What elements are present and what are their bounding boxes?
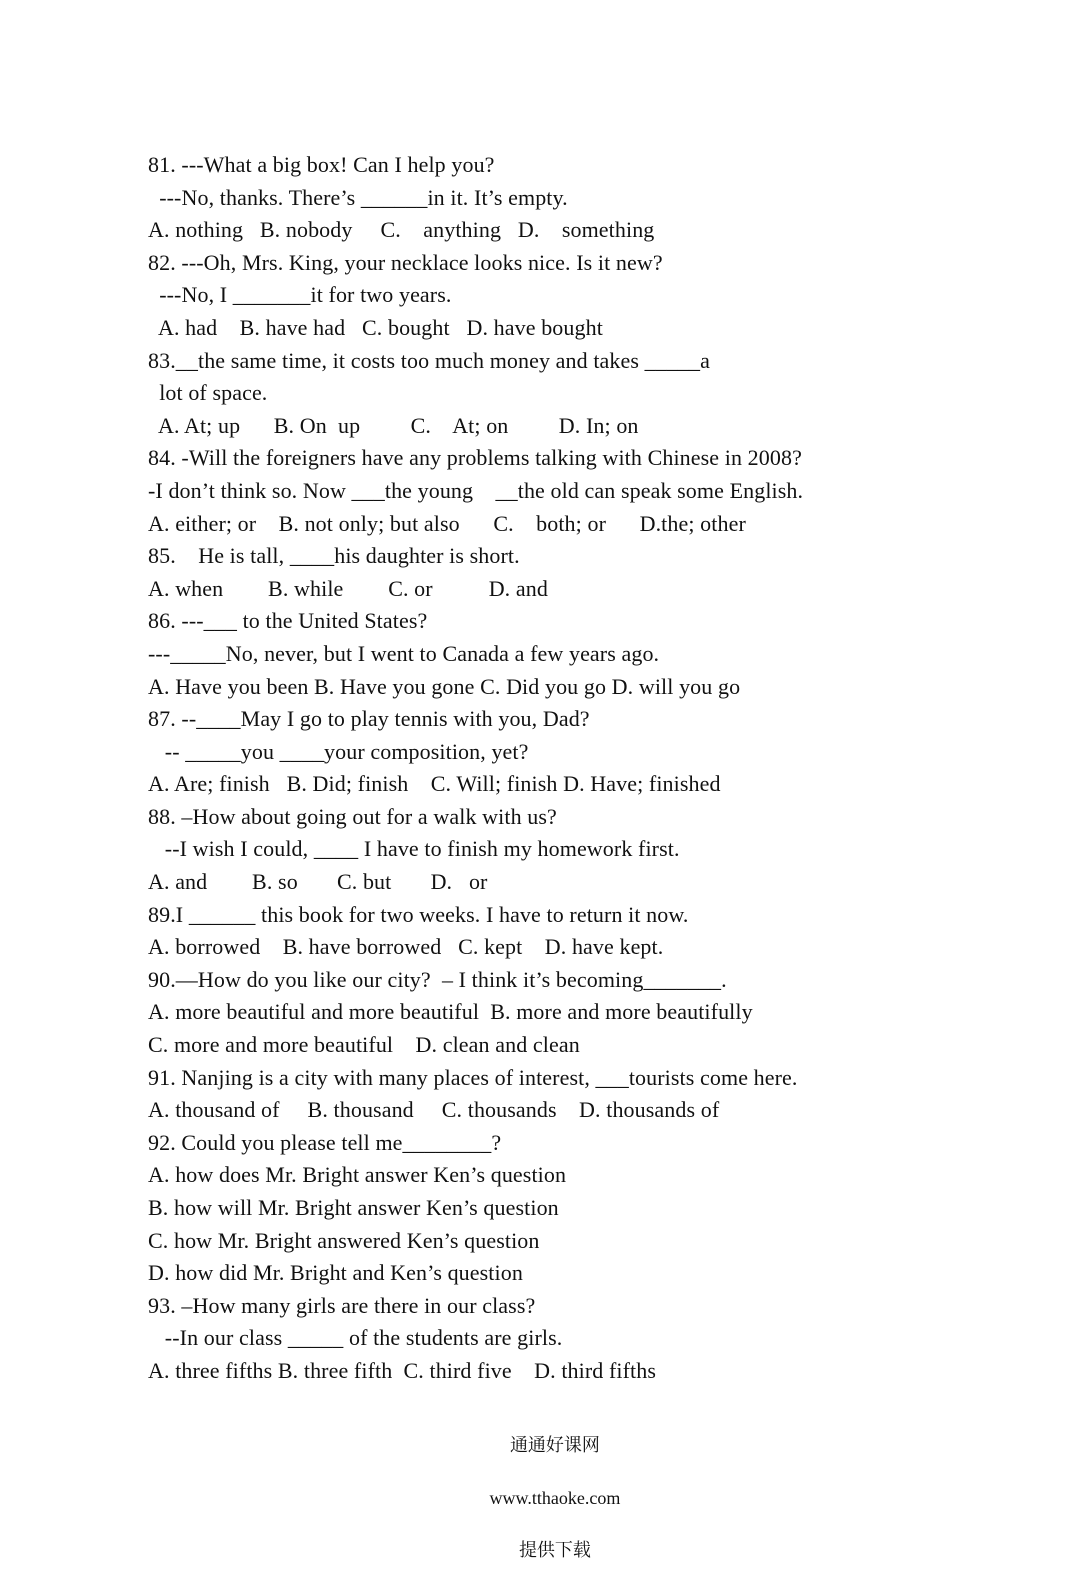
footer-site-name: 通通好课网	[509, 1435, 600, 1456]
text-line: A. how does Mr. Bright answer Ken’s question	[148, 1162, 567, 1188]
text-line: C. more and more beautiful D. clean and clean	[148, 1032, 580, 1058]
text-line: A. had B. have had C. bought D. have bought	[148, 314, 603, 340]
text-line: A. when B. while C. or D. and	[148, 575, 548, 601]
text-line: ---No, thanks. There’s ______in it. It’s empty.	[148, 184, 568, 210]
footer-url[interactable]: www.tthaoke.com	[489, 1488, 621, 1508]
text-line: A. At; up B. On up C. At; on D. In; on	[148, 412, 639, 438]
text-line: -- _____you ____your composition, yet?	[148, 738, 529, 764]
text-line: 87. --____May I go to play tennis with you, Dad?	[148, 706, 590, 732]
text-line: A. more beautiful and more beautiful B. more and more beautifully	[148, 999, 753, 1025]
text-line: 92. Could you please tell me________?	[148, 1129, 502, 1155]
text-line: C. how Mr. Bright answered Ken’s question	[148, 1227, 540, 1253]
text-line: --In our class _____ of the students are girls.	[148, 1325, 563, 1351]
footer-suffix: 提供下载	[518, 1540, 591, 1561]
text-line: 84. -Will the foreigners have any problems talking with Chinese in 2008?	[148, 445, 802, 471]
text-line: 86. ---___ to the United States?	[148, 608, 428, 634]
text-line: --I wish I could, ____ I have to finish my homework first.	[148, 836, 680, 862]
page-footer	[0, 1407, 1087, 1590]
text-line: 82. ---Oh, Mrs. King, your necklace looks nice. Is it new?	[148, 249, 663, 275]
text-line: B. how will Mr. Bright answer Ken’s question	[148, 1195, 559, 1220]
text-line: -I don’t think so. Now ___the young __the old can speak some English.	[148, 477, 804, 503]
text-line: 91. Nanjing is a city with many places of interest, ___tourists come here.	[148, 1064, 798, 1090]
text-line: A. three fifths B. three fifth C. third five D. third fifths	[148, 1357, 657, 1383]
text-line: 81. ---What a big box! Can I help you?	[148, 152, 495, 177]
text-line: 85. He is tall, ____his daughter is short.	[148, 543, 520, 569]
text-line: 93. –How many girls are there in our class?	[148, 1292, 536, 1318]
text-line: A. borrowed B. have borrowed C. kept D. have kept.	[148, 934, 664, 960]
text-line: 90.—How do you like our city? – I think it’s becoming_______.	[148, 966, 727, 992]
text-line: ---No, I _______it for two years.	[148, 282, 452, 308]
text-line: 89.I ______ this book for two weeks. I have to return it now.	[148, 901, 689, 927]
text-line: 88. –How about going out for a walk with us?	[148, 803, 557, 829]
text-line: A. Are; finish B. Did; finish C. Will; finish D. Have; finished	[148, 771, 721, 797]
text-line: A. nothing B. nobody C. anything D. something	[148, 217, 655, 243]
text-line: A. and B. so C. but D. or	[148, 869, 488, 895]
text-line: A. thousand of B. thousand C. thousands D. thousands of	[148, 1097, 720, 1123]
question-list	[148, 149, 1048, 1388]
text-line: A. Have you been B. Have you gone C. Did you go D. will you go	[148, 673, 741, 699]
text-line: ---_____No, never, but I went to Canada a few years ago.	[148, 640, 660, 666]
text-line: 83.__the same time, it costs too much money and takes _____a	[148, 347, 711, 373]
text-line: lot of space.	[148, 380, 268, 406]
text-line: A. either; or B. not only; but also C. both; or D.the; other	[148, 510, 746, 536]
text-line: D. how did Mr. Bright and Ken’s question	[148, 1260, 523, 1286]
